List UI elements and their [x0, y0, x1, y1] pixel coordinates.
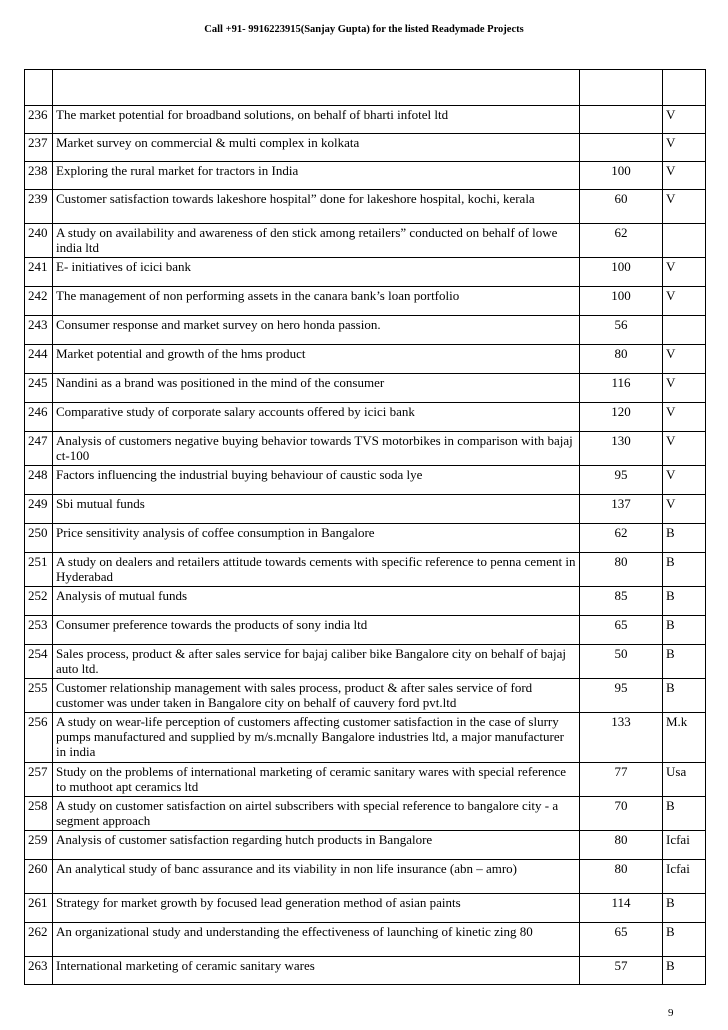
table-row — [25, 524, 706, 553]
row-number: 253 — [25, 616, 53, 645]
location-code: V — [663, 287, 706, 316]
page-number: 9 — [668, 1007, 674, 1019]
row-number: 238 — [25, 162, 53, 190]
location-code: Icfai — [663, 831, 706, 860]
project-title: Consumer response and market survey on hero honda passion. — [53, 316, 580, 345]
blank-cell — [663, 70, 706, 106]
row-number: 257 — [25, 763, 53, 797]
project-title: A study on customer satisfaction on airtel subscribers with special reference to bangalore city - a segment approach — [53, 797, 580, 831]
page-count: 65 — [580, 616, 663, 645]
row-number: 241 — [25, 258, 53, 287]
page-count: 100 — [580, 162, 663, 190]
location-code: V — [663, 258, 706, 287]
table-row — [25, 553, 706, 587]
table-row — [25, 495, 706, 524]
page-count: 57 — [580, 957, 663, 985]
location-code: Usa — [663, 763, 706, 797]
table-row — [25, 679, 706, 713]
row-number: 252 — [25, 587, 53, 616]
table-row — [25, 466, 706, 495]
project-title: Strategy for market growth by focused lead generation method of asian paints — [53, 894, 580, 923]
project-title: Consumer preference towards the products of sony india ltd — [53, 616, 580, 645]
blank-cell — [53, 70, 580, 106]
table-row — [25, 190, 706, 224]
project-title: Sbi mutual funds — [53, 495, 580, 524]
project-title: Analysis of customers negative buying behavior towards TVS motorbikes in comparison with bajaj ct-100 — [53, 432, 580, 466]
row-number: 251 — [25, 553, 53, 587]
row-number: 248 — [25, 466, 53, 495]
table-row — [25, 287, 706, 316]
row-number: 246 — [25, 403, 53, 432]
page-count: 137 — [580, 495, 663, 524]
location-code: B — [663, 894, 706, 923]
location-code: V — [663, 374, 706, 403]
location-code: V — [663, 345, 706, 374]
page-count: 80 — [580, 860, 663, 894]
table-row — [25, 831, 706, 860]
page-count — [580, 106, 663, 134]
location-code: B — [663, 616, 706, 645]
row-number: 254 — [25, 645, 53, 679]
page-count: 65 — [580, 923, 663, 957]
project-title: Customer satisfaction towards lakeshore hospital” done for lakeshore hospital, kochi, kerala — [53, 190, 580, 224]
project-title: International marketing of ceramic sanitary wares — [53, 957, 580, 985]
page-count: 100 — [580, 287, 663, 316]
table-row — [25, 345, 706, 374]
table-row — [25, 763, 706, 797]
page-count: 120 — [580, 403, 663, 432]
row-number: 245 — [25, 374, 53, 403]
page-count: 62 — [580, 524, 663, 553]
page-count: 56 — [580, 316, 663, 345]
projects-table — [24, 69, 706, 985]
location-code: B — [663, 587, 706, 616]
project-title: Analysis of customer satisfaction regarding hutch products in Bangalore — [53, 831, 580, 860]
table-row — [25, 713, 706, 763]
row-number: 260 — [25, 860, 53, 894]
location-code: B — [663, 957, 706, 985]
page-count: 80 — [580, 345, 663, 374]
table-row — [25, 432, 706, 466]
project-title: A study on wear-life perception of customers affecting customer satisfaction in the case of slurry pumps manufactured and supplied by m/s.mcnally Bangalore industries ltd, a major manufacturer in india — [53, 713, 580, 763]
table-row — [25, 587, 706, 616]
location-code: V — [663, 432, 706, 466]
row-number: 250 — [25, 524, 53, 553]
location-code: B — [663, 553, 706, 587]
page-count: 95 — [580, 679, 663, 713]
project-title: Price sensitivity analysis of coffee consumption in Bangalore — [53, 524, 580, 553]
row-number: 256 — [25, 713, 53, 763]
location-code: B — [663, 524, 706, 553]
location-code: V — [663, 403, 706, 432]
page-count: 62 — [580, 224, 663, 258]
location-code: V — [663, 190, 706, 224]
table-row — [25, 894, 706, 923]
page-count — [580, 134, 663, 162]
table-row — [25, 224, 706, 258]
row-number: 242 — [25, 287, 53, 316]
table-row — [25, 645, 706, 679]
row-number: 263 — [25, 957, 53, 985]
row-number: 258 — [25, 797, 53, 831]
location-code: B — [663, 645, 706, 679]
row-number: 262 — [25, 923, 53, 957]
project-title: Comparative study of corporate salary accounts offered by icici bank — [53, 403, 580, 432]
location-code — [663, 316, 706, 345]
projects-table-body — [25, 70, 706, 985]
location-code: B — [663, 797, 706, 831]
page-count: 50 — [580, 645, 663, 679]
page-count: 133 — [580, 713, 663, 763]
table-row — [25, 403, 706, 432]
project-title: The market potential for broadband solutions, on behalf of bharti infotel ltd — [53, 106, 580, 134]
project-title: Market survey on commercial & multi complex in kolkata — [53, 134, 580, 162]
location-code: B — [663, 679, 706, 713]
location-code: V — [663, 495, 706, 524]
page-count: 80 — [580, 831, 663, 860]
row-number: 247 — [25, 432, 53, 466]
row-number: 239 — [25, 190, 53, 224]
row-number: 236 — [25, 106, 53, 134]
project-title: An analytical study of banc assurance and its viability in non life insurance (abn – amro) — [53, 860, 580, 894]
location-code: V — [663, 134, 706, 162]
table-row — [25, 860, 706, 894]
page-count: 130 — [580, 432, 663, 466]
row-number: 261 — [25, 894, 53, 923]
project-title: An organizational study and understanding the effectiveness of launching of kinetic zing 80 — [53, 923, 580, 957]
row-number: 255 — [25, 679, 53, 713]
project-title: Sales process, product & after sales service for bajaj caliber bike Bangalore city on behalf of bajaj auto ltd. — [53, 645, 580, 679]
project-title: A study on availability and awareness of den stick among retailers” conducted on behalf of lowe india ltd — [53, 224, 580, 258]
blank-header-row — [25, 70, 706, 106]
location-code: V — [663, 466, 706, 495]
page-count: 60 — [580, 190, 663, 224]
blank-cell — [25, 70, 53, 106]
table-row — [25, 616, 706, 645]
page-count: 80 — [580, 553, 663, 587]
row-number: 249 — [25, 495, 53, 524]
table-row — [25, 106, 706, 134]
row-number: 240 — [25, 224, 53, 258]
project-title: The management of non performing assets in the canara bank’s loan portfolio — [53, 287, 580, 316]
table-row — [25, 957, 706, 985]
project-title: Exploring the rural market for tractors in India — [53, 162, 580, 190]
row-number: 243 — [25, 316, 53, 345]
project-title: Study on the problems of international marketing of ceramic sanitary wares with special reference to muthoot apt ceramics ltd — [53, 763, 580, 797]
location-code: V — [663, 162, 706, 190]
location-code: V — [663, 106, 706, 134]
location-code: M.k — [663, 713, 706, 763]
page-count: 100 — [580, 258, 663, 287]
row-number: 244 — [25, 345, 53, 374]
blank-cell — [580, 70, 663, 106]
location-code: Icfai — [663, 860, 706, 894]
project-title: E- initiatives of icici bank — [53, 258, 580, 287]
page-count: 116 — [580, 374, 663, 403]
project-title: Market potential and growth of the hms product — [53, 345, 580, 374]
page-count: 70 — [580, 797, 663, 831]
project-title: A study on dealers and retailers attitude towards cements with specific reference to penna cement in Hyderabad — [53, 553, 580, 587]
location-code: B — [663, 923, 706, 957]
page-count: 114 — [580, 894, 663, 923]
table-row — [25, 134, 706, 162]
table-row — [25, 923, 706, 957]
table-row — [25, 374, 706, 403]
project-title: Nandini as a brand was positioned in the mind of the consumer — [53, 374, 580, 403]
page-header: Call +91- 9916223915(Sanjay Gupta) for the listed Readymade Projects — [204, 24, 524, 35]
page-count: 85 — [580, 587, 663, 616]
row-number: 237 — [25, 134, 53, 162]
page-count: 77 — [580, 763, 663, 797]
project-title: Analysis of mutual funds — [53, 587, 580, 616]
table-row — [25, 162, 706, 190]
row-number: 259 — [25, 831, 53, 860]
project-title: Customer relationship management with sales process, product & after sales service of ford customer was under taken in Bangalore city on behalf of cauvery ford pvt.ltd — [53, 679, 580, 713]
table-row — [25, 258, 706, 287]
location-code — [663, 224, 706, 258]
project-title: Factors influencing the industrial buying behaviour of caustic soda lye — [53, 466, 580, 495]
table-row — [25, 316, 706, 345]
page-count: 95 — [580, 466, 663, 495]
table-row — [25, 797, 706, 831]
